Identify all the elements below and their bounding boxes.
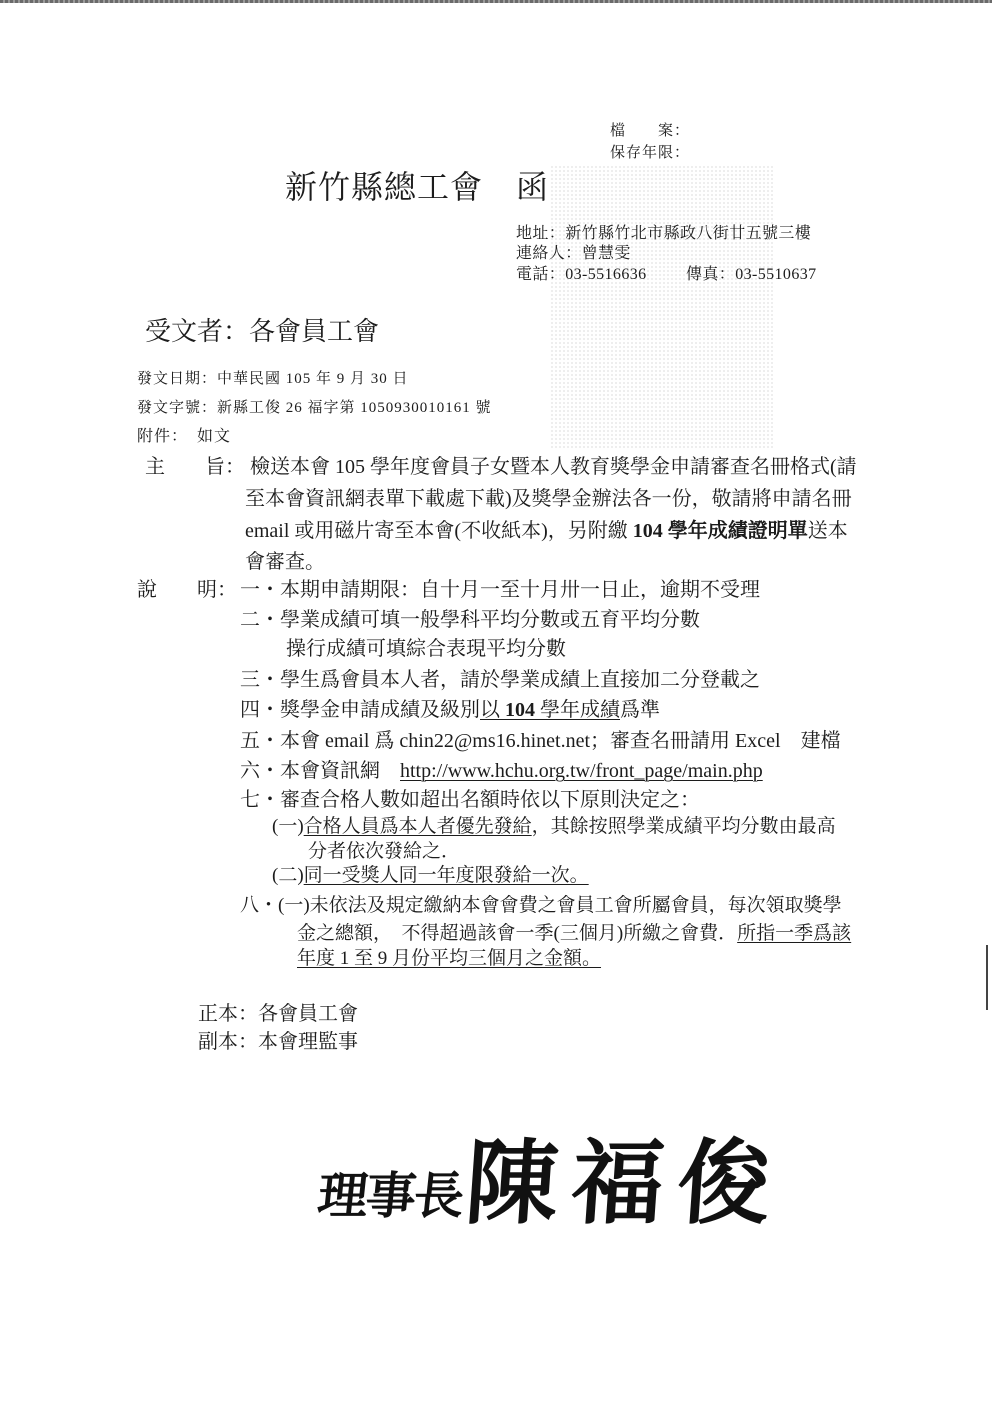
retention-label: 保存年限： <box>610 145 691 161</box>
subject-text: email 或用磁片寄至本會(不收紙本)，另附繳 <box>245 520 633 542</box>
attachment: 附件： 如文 <box>137 428 232 445</box>
item-text: 學年成績 <box>535 699 620 721</box>
item-text: 四・獎學金申請成績及級別 <box>240 699 480 721</box>
subject-line <box>245 519 848 543</box>
bold-text: 104 <box>505 699 535 721</box>
subject-label: 主 旨： <box>145 456 245 478</box>
sender-address: 地址：新竹縣竹北市縣政八街廿五號三樓 <box>516 225 812 242</box>
signature-name: 陳福俊 <box>462 1129 788 1237</box>
subject-line: 至本會資訊網表單下載處下載)及獎學金辦法各一份，敬請將申請名冊 <box>245 488 852 510</box>
explanation-item-8-cont <box>297 923 851 946</box>
explanation-item-6 <box>240 759 763 783</box>
explanation-item-7-2 <box>272 865 589 888</box>
underlined-text: 同一受獎人同一年度限發給一次。 <box>303 865 589 886</box>
underlined-text: 合格人員爲本人者優先發給 <box>303 816 532 837</box>
sender-fax: 傳真：03-5510637 <box>686 266 817 283</box>
explanation-item-7-1-cont: 分者依次發給之． <box>308 841 461 862</box>
explanation-item-1: 一・本期申請期限：自十月一至十月卅一日止，逾期不受理 <box>240 579 760 601</box>
website-url: http://www.hchu.org.tw/front_page/main.php <box>400 760 763 782</box>
underlined-text <box>480 699 620 721</box>
explanation-item-5: 五・本會 email 爲 chin22@ms16.hinet.net；審查名冊請用 Excel 建檔 <box>240 730 841 752</box>
explanation-item-7: 七・審查合格人數如超出名額時依以下原則決定之： <box>240 789 700 811</box>
sender-contact: 連絡人：曾慧雯 <box>516 245 631 262</box>
scan-edge-mark <box>986 945 988 1010</box>
explanation-item-4 <box>240 698 660 722</box>
distribution-copy: 副本：本會理監事 <box>198 1031 358 1053</box>
faint-stamp-area <box>550 165 775 450</box>
explanation-item-2-cont: 操行成績可填綜合表現平均分數 <box>286 638 566 660</box>
reference-number: 發文字號：新縣工俊 26 福字第 1050930010161 號 <box>137 400 492 416</box>
distribution-original: 正本：各會員工會 <box>198 1003 358 1025</box>
archive-label: 檔 案： <box>610 123 691 139</box>
explanation-label: 說 明： <box>137 579 237 601</box>
subject-bold-text: 104 學年成績證明單 <box>632 520 808 542</box>
scan-top-border <box>0 0 992 3</box>
subject-line: 會審查。 <box>245 551 325 573</box>
explanation-item-2: 二・學業成績可填一般學科平均分數或五育平均分數 <box>240 609 700 631</box>
item-text: ，其餘按照學業成績平均分數由最高 <box>531 816 836 837</box>
item-text: 六・本會資訊網 <box>240 760 400 782</box>
document-title: 新竹縣總工會 函 <box>285 169 550 205</box>
explanation-item-7-1 <box>272 816 836 839</box>
sub-marker: (一) <box>272 816 304 837</box>
item-text: 爲準 <box>620 699 660 721</box>
sub-marker: (二) <box>272 865 304 886</box>
explanation-item-3: 三・學生爲會員本人者，請於學業成績上直接加二分登載之 <box>240 669 760 691</box>
recipient: 受文者：各會員工會 <box>145 317 380 346</box>
subject-line: 檢送本會 105 學年度會員子女暨本人教育獎學金申請審查名冊格式(請 <box>250 456 857 478</box>
item-text: 金之總額， 不得超過該會一季(三個月)所繳之會費． <box>297 923 738 944</box>
item-text: 以 <box>480 699 505 721</box>
explanation-item-8: 八・(一)未依法及規定繳納本會會費之會員工會所屬會員，每次領取獎學 <box>240 895 842 916</box>
underlined-text: 所指一季爲該 <box>737 923 852 944</box>
signature-title: 理事長 <box>314 1166 466 1225</box>
sender-phone: 電話：03-5516636 <box>516 266 647 283</box>
explanation-item-8-cont: 年度 1 至 9 月份平均三個月之金額。 <box>297 948 602 969</box>
subject-text: 送本 <box>807 520 848 542</box>
issue-date: 發文日期：中華民國 105 年 9 月 30 日 <box>137 371 409 387</box>
